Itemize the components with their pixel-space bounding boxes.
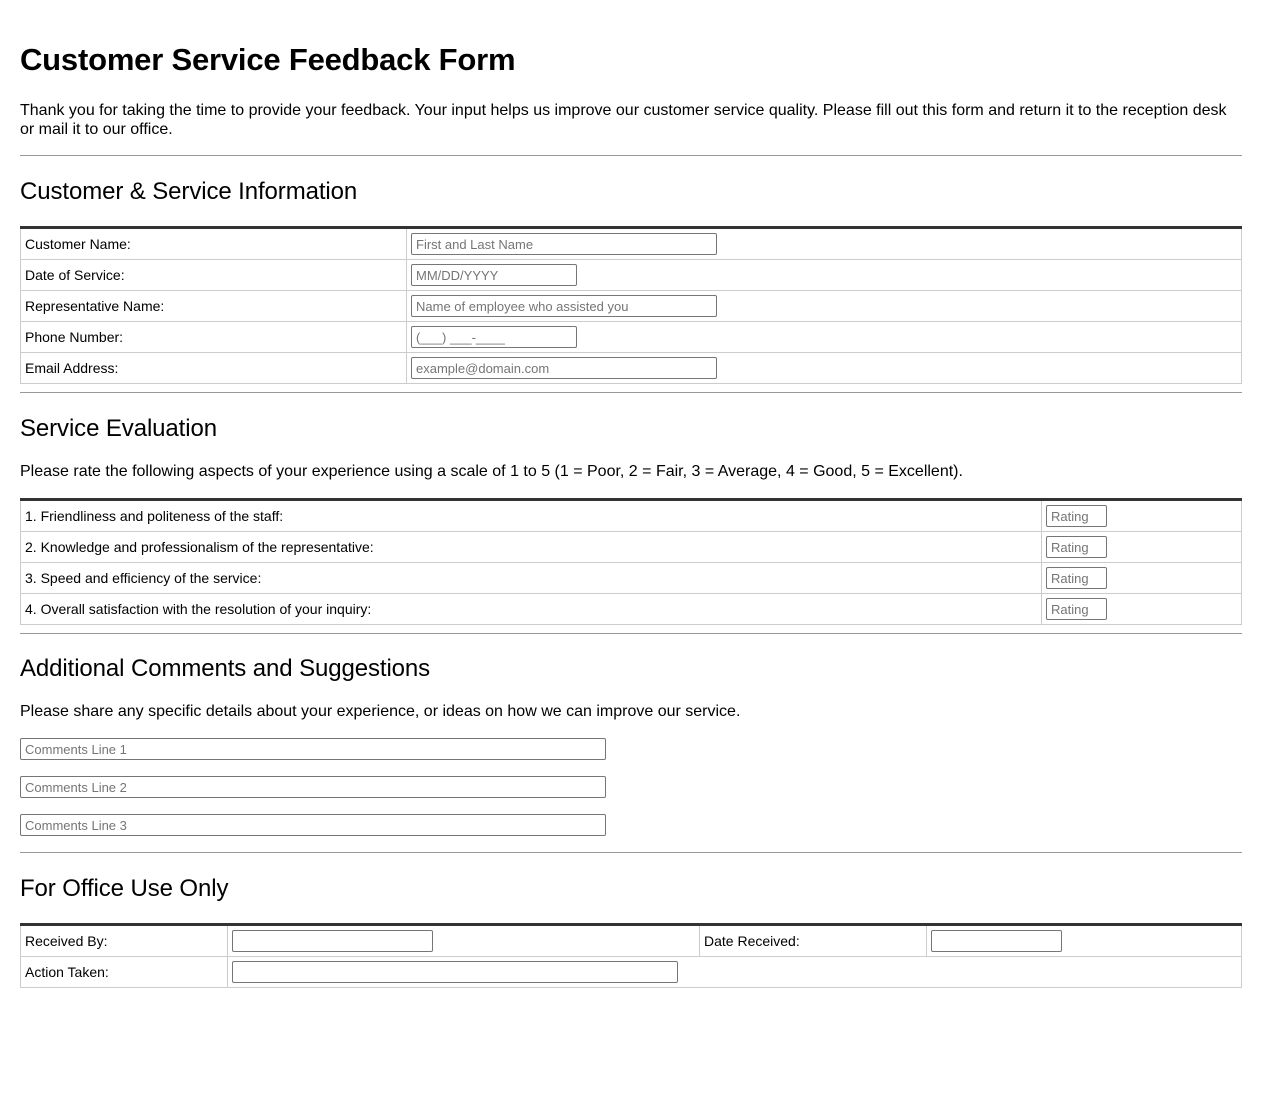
table-row bbox=[21, 532, 1242, 563]
rating-input[interactable] bbox=[1046, 505, 1107, 527]
office-use-table bbox=[20, 923, 1242, 988]
evaluation-instructions: Please rate the following aspects of your experience using a scale of 1 to 5 (1 = Poor, 2 = Fair, 3 = Average, 4 = Good, 5 = Excellent). bbox=[20, 463, 963, 480]
divider bbox=[20, 392, 1242, 393]
comments-line-1-input[interactable] bbox=[20, 738, 606, 760]
customer-name-input[interactable] bbox=[411, 233, 717, 255]
evaluation-item-label: 3. Speed and efficiency of the service: bbox=[21, 563, 1042, 594]
divider bbox=[20, 852, 1242, 853]
divider bbox=[20, 633, 1242, 634]
customer-info-table bbox=[20, 226, 1242, 384]
table-row bbox=[21, 228, 1242, 260]
evaluation-item-label: 1. Friendliness and politeness of the staff: bbox=[21, 500, 1042, 532]
table-row bbox=[21, 500, 1242, 532]
received-by-label: Received By: bbox=[21, 925, 228, 957]
representative-name-label: Representative Name: bbox=[21, 291, 407, 322]
action-taken-input[interactable] bbox=[232, 961, 678, 983]
table-row bbox=[21, 594, 1242, 625]
service-evaluation-heading: Service Evaluation bbox=[20, 415, 217, 442]
comments-instructions: Please share any specific details about your experience, or ideas on how we can improve our service. bbox=[20, 703, 741, 720]
email-address-label: Email Address: bbox=[21, 353, 407, 384]
table-row bbox=[21, 957, 1242, 988]
comments-heading: Additional Comments and Suggestions bbox=[20, 655, 431, 682]
evaluation-item-label: 4. Overall satisfaction with the resolution of your inquiry: bbox=[21, 594, 1042, 625]
email-address-input[interactable] bbox=[411, 357, 717, 379]
customer-info-heading: Customer & Service Information bbox=[20, 178, 358, 205]
table-row bbox=[21, 322, 1242, 353]
intro-text: Thank you for taking the time to provide your feedback. Your input helps us improve our customer service quality. Please fill out this form and return it to the reception desk or mail it to our office. bbox=[20, 102, 1227, 138]
action-taken-label: Action Taken: bbox=[21, 957, 228, 988]
office-use-heading: For Office Use Only bbox=[20, 875, 229, 902]
phone-number-label: Phone Number: bbox=[21, 322, 407, 353]
date-of-service-label: Date of Service: bbox=[21, 260, 407, 291]
representative-name-input[interactable] bbox=[411, 295, 717, 317]
table-row bbox=[21, 353, 1242, 384]
date-received-label: Date Received: bbox=[700, 925, 927, 957]
received-by-input[interactable] bbox=[232, 930, 433, 952]
page-title: Customer Service Feedback Form bbox=[20, 42, 516, 77]
table-row bbox=[21, 291, 1242, 322]
evaluation-item-label: 2. Knowledge and professionalism of the representative: bbox=[21, 532, 1042, 563]
comments-line-3-input[interactable] bbox=[20, 814, 606, 836]
comments-line-2-input[interactable] bbox=[20, 776, 606, 798]
table-row bbox=[21, 260, 1242, 291]
customer-name-label: Customer Name: bbox=[21, 228, 407, 260]
rating-input[interactable] bbox=[1046, 567, 1107, 589]
divider bbox=[20, 155, 1242, 156]
rating-input[interactable] bbox=[1046, 598, 1107, 620]
date-received-input[interactable] bbox=[931, 930, 1062, 952]
table-row bbox=[21, 925, 1242, 957]
table-row bbox=[21, 563, 1242, 594]
rating-input[interactable] bbox=[1046, 536, 1107, 558]
date-of-service-input[interactable] bbox=[411, 264, 577, 286]
phone-number-input[interactable] bbox=[411, 326, 577, 348]
evaluation-table bbox=[20, 498, 1242, 625]
